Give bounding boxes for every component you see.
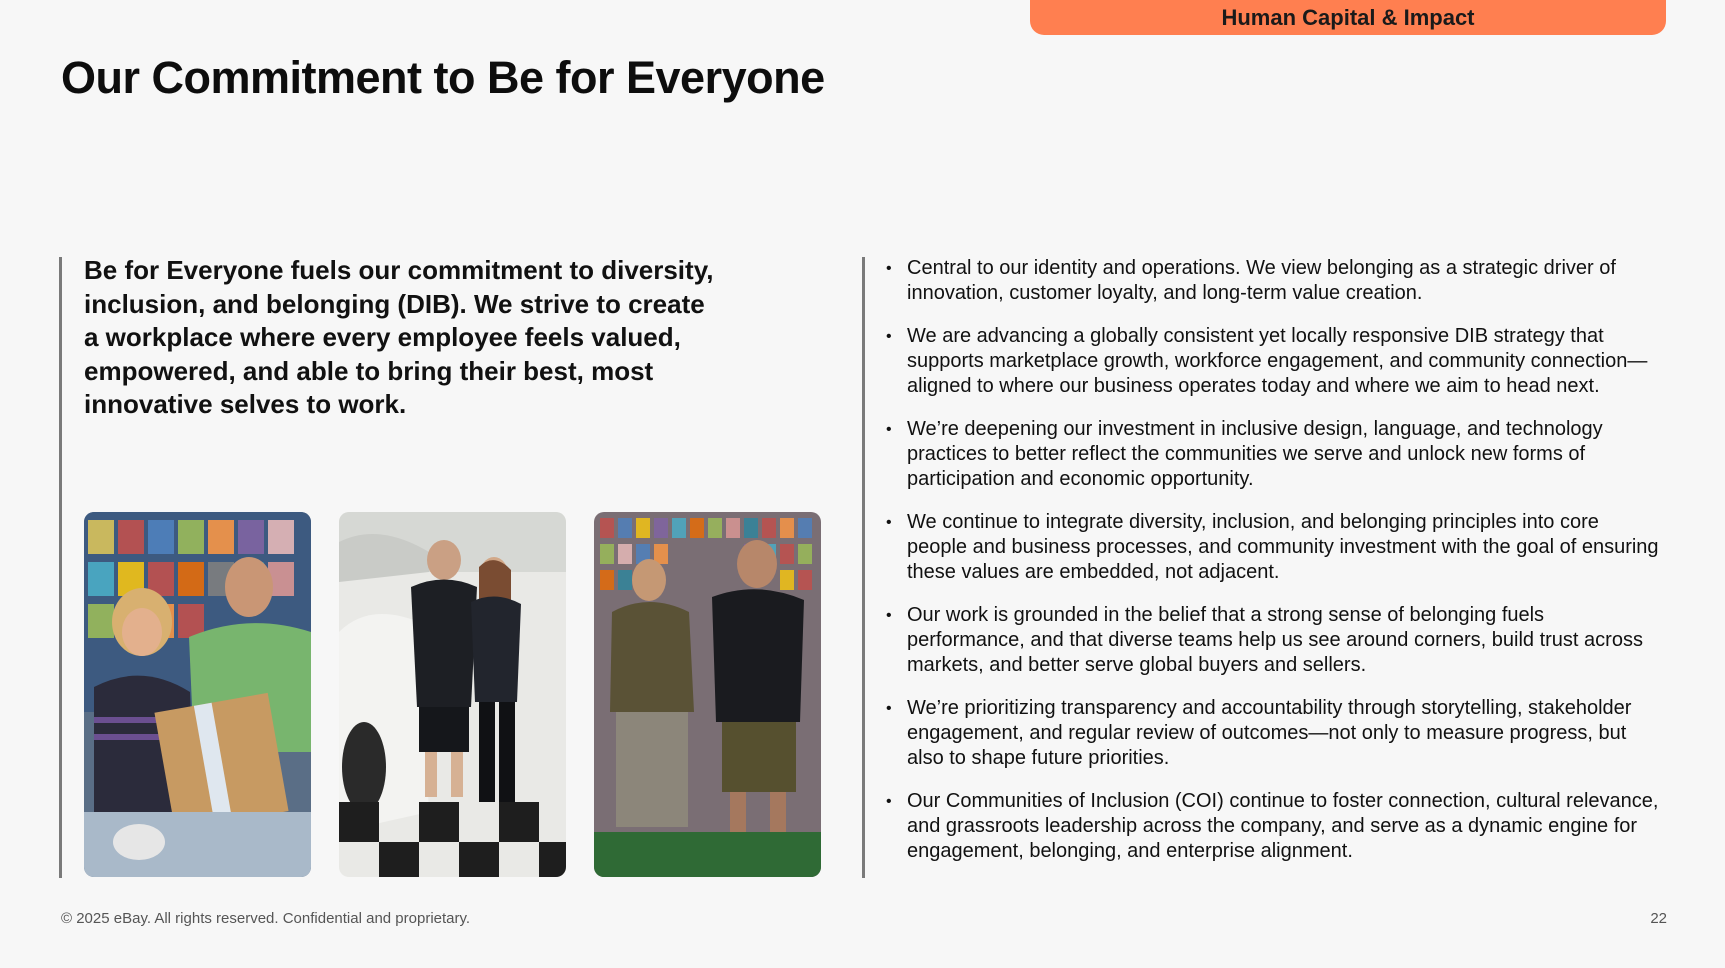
- photo-packing-box: [84, 512, 311, 877]
- bullet-item: • We are advancing a globally consistent yet locally responsive DIB strategy that supports marketplace growth, workforce engagement, and community connection—aligned to where our business operates today and where we aim to head next.: [884, 324, 1664, 399]
- bullet-item: • Central to our identity and operations. We view belonging as a strategic driver of innovation, customer loyalty, and long-term value creation.: [884, 256, 1664, 306]
- bullet-item: • Our Communities of Inclusion (COI) continue to foster connection, cultural relevance, and grassroots leadership across the company, and serve as a dynamic engine for engagement, belonging, and enterprise alignment.: [884, 789, 1664, 864]
- page-title: Our Commitment to Be for Everyone: [61, 52, 825, 103]
- section-tag: Human Capital & Impact: [1030, 0, 1666, 35]
- lead-statement: Be for Everyone fuels our commitment to diversity, inclusion, and belonging (DIB). We strive to create a workplace where every employee feels valued, empowered, and able to bring their best, most innovative selves to work.: [84, 255, 714, 419]
- bullet-item: • We continue to integrate diversity, inclusion, and belonging principles into core people and business processes, and community investment with the goal of ensuring these values are embedded, not adjacent.: [884, 510, 1664, 585]
- page-number: 22: [1650, 910, 1667, 927]
- photo-collectibles-pair: [594, 512, 821, 877]
- left-divider: [59, 257, 62, 878]
- bullet-item: • We’re deepening our investment in inclusive design, language, and technology practices to better reflect the communities we serve and unlock new forms of participation and economic opportunity.: [884, 417, 1664, 492]
- bullet-item: • Our work is grounded in the belief that a strong sense of belonging fuels performance, and that diverse teams help us see around corners, build trust across markets, and better serve global buyers and sellers.: [884, 603, 1664, 678]
- right-divider: [862, 257, 865, 878]
- bullet-item: • We’re prioritizing transparency and accountability through storytelling, stakeholder engagement, and regular review of outcomes—not only to measure progress, but also to shape future priorities.: [884, 696, 1664, 771]
- photo-garage-pair: [339, 512, 566, 877]
- bullet-list: [884, 256, 1664, 882]
- copyright-footer: © 2025 eBay. All rights reserved. Confidential and proprietary.: [61, 910, 471, 927]
